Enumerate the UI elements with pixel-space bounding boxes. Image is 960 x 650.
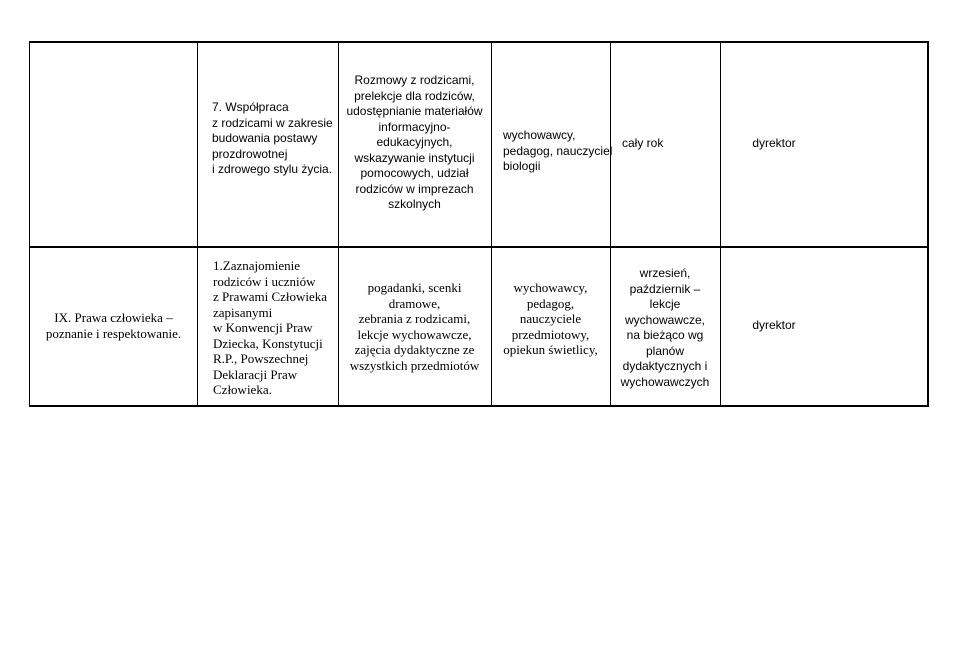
row1-supervisor-cell: dyrektor [752,136,796,150]
row1-task-cell: 7. Współpraca z rodzicami w zakresie budowania postawy prozdrowotnej i zdrowego stylu życia. [212,100,333,176]
column-divider [720,41,721,407]
column-divider [197,41,198,407]
row1-forms-cell: Rozmowy z rodzicami, prelekcje dla rodziców, udostępnianie materiałów informacyjno- edukacyjnych, wskazywanie instytucji pomocowych, udział rodziców w imprezach szkolnych [346,73,483,211]
row-divider [29,246,929,248]
row2-supervisor-cell: dyrektor [752,318,796,332]
row1-responsible-cell: wychowawcy, pedagog, nauczyciel biologii [503,128,613,173]
row2-area-cell: IX. Prawa człowieka – poznanie i respektowanie. [45,310,182,341]
row2-task-cell: 1.Zaznajomienie rodziców i uczniów z Prawami Człowieka zapisanymi w Konwencji Praw Dziecka, Konstytucji R.P., Powszechnej Deklaracji Praw Człowieka. [213,258,328,397]
row1-time-cell: cały rok [622,136,664,150]
row2-forms-cell: pogadanki, scenki dramowe, zebrania z rodzicami, lekcje wychowawcze, zajęcia dydaktyczne ze wszystkich przedmiotów [349,280,480,373]
row2-time-cell: wrzesień, październik – lekcje wychowawcze, na bieżąco wg planów dydaktycznych i wychowawczych [620,266,710,389]
row2-responsible-cell: wychowawcy, pedagog, nauczyciele przedmiotowy, opiekun świetlicy, [503,280,598,357]
